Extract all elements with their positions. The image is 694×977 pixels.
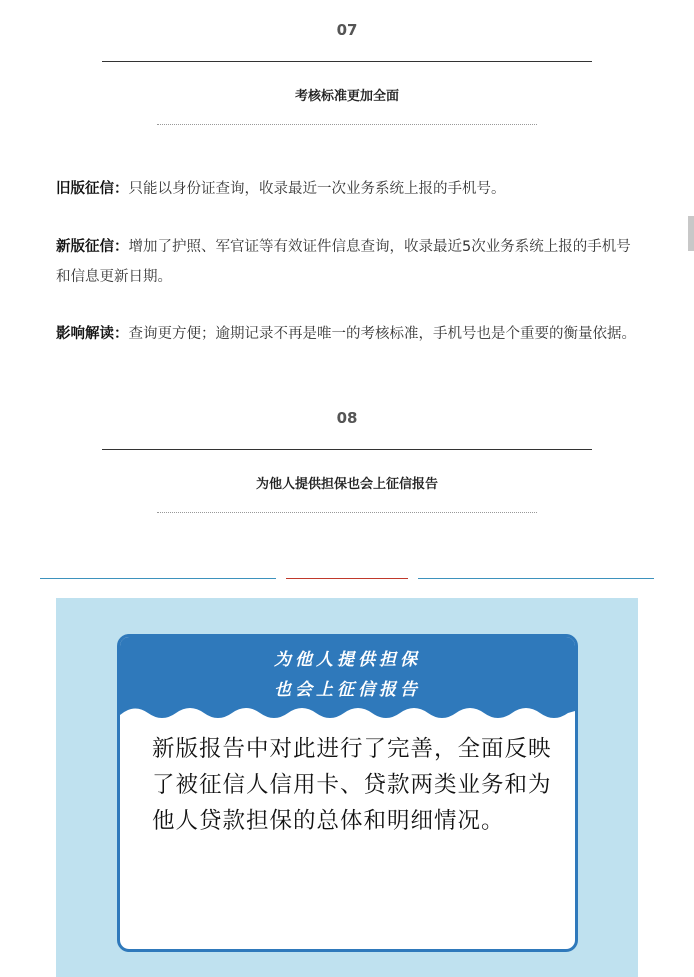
card-title-line2: 也会上征信报告: [274, 680, 421, 700]
info-card: [117, 634, 578, 952]
divider-left-blue: [40, 578, 276, 579]
paragraph-label: 影响解读：: [56, 326, 129, 342]
paragraph-text: 增加了护照、军官证等有效证件信息查询，收录最近5次业务系统上报的手机号和信息更新日期。: [56, 239, 631, 285]
card-title-line1: 为他人提供担保: [274, 650, 421, 670]
paragraph-label: 新版征信：: [56, 239, 129, 255]
section-number-08: 08: [336, 409, 358, 427]
divider-center-red: [286, 578, 408, 579]
card-body-text: 新版报告中对此进行了完善，全面反映了被征信人信用卡、贷款两类业务和为他人贷款担保的总体和明细情况。: [152, 736, 552, 834]
paragraph-old-credit: [56, 174, 642, 204]
paragraph-label: 旧版征信：: [56, 181, 129, 197]
paragraph-text: 查询更方便；逾期记录不再是唯一的考核标准，手机号也是个重要的衡量依据。: [128, 326, 636, 342]
section-title-07: 考核标准更加全面: [294, 89, 399, 104]
section-title-08: 为他人提供担保也会上征信报告: [255, 477, 438, 492]
divider-right-blue: [418, 578, 654, 579]
scroll-tab[interactable]: [688, 216, 694, 251]
wave-decoration: [120, 701, 575, 731]
paragraph-impact: [56, 319, 642, 349]
section-number-07: 07: [336, 21, 358, 39]
section-divider: [102, 449, 592, 450]
paragraph-new-credit: [56, 232, 642, 292]
dotted-divider: [157, 512, 537, 513]
dotted-divider: [157, 124, 537, 125]
section-divider: [102, 61, 592, 62]
paragraph-text: 只能以身份证查询，收录最近一次业务系统上报的手机号。: [128, 181, 506, 197]
